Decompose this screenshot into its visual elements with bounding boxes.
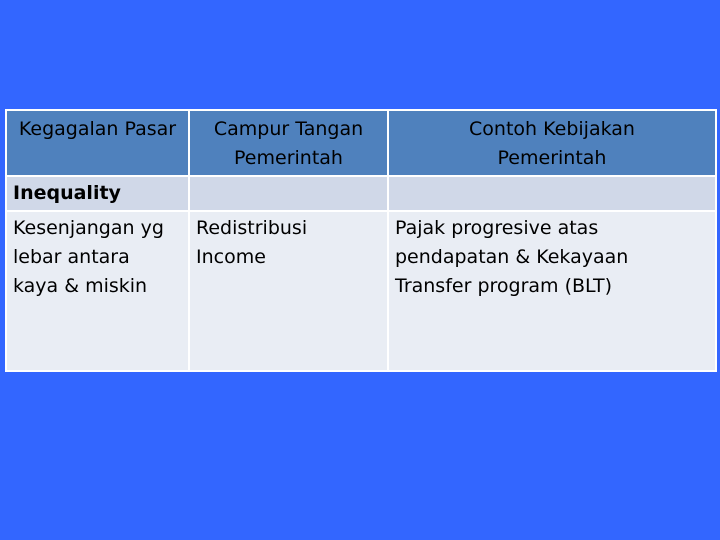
body-text: Transfer program (BLT)	[395, 275, 613, 297]
header-cell-policy-example	[388, 110, 716, 176]
header-cell-market-failure	[6, 110, 189, 176]
policy-table	[5, 109, 717, 372]
body-row	[6, 211, 716, 371]
label-cell-empty	[189, 176, 388, 211]
header-cell-government-intervention	[189, 110, 388, 176]
body-text: Redistribusi	[196, 217, 308, 239]
body-cell-intervention	[189, 211, 388, 371]
label-row	[6, 176, 716, 211]
body-text: kaya & miskin	[13, 275, 148, 297]
header-row	[6, 110, 716, 176]
body-text: Income	[196, 246, 266, 268]
body-cell-policy	[388, 211, 716, 371]
body-text: Kesenjangan yg	[13, 217, 164, 239]
body-cell-description	[6, 211, 189, 371]
body-text: lebar antara	[13, 246, 130, 268]
header-text: Kegagalan Pasar	[18, 118, 177, 140]
header-text: Pemerintah	[234, 147, 343, 169]
body-text: Pajak progresive atas	[395, 217, 599, 239]
header-text: Campur Tangan	[213, 118, 364, 140]
header-text: Pemerintah	[497, 147, 607, 169]
label-cell-inequality: Inequality	[6, 176, 189, 211]
label-cell-empty	[388, 176, 716, 211]
header-text: Contoh Kebijakan	[469, 118, 635, 140]
body-text: pendapatan & Kekayaan	[395, 246, 629, 268]
